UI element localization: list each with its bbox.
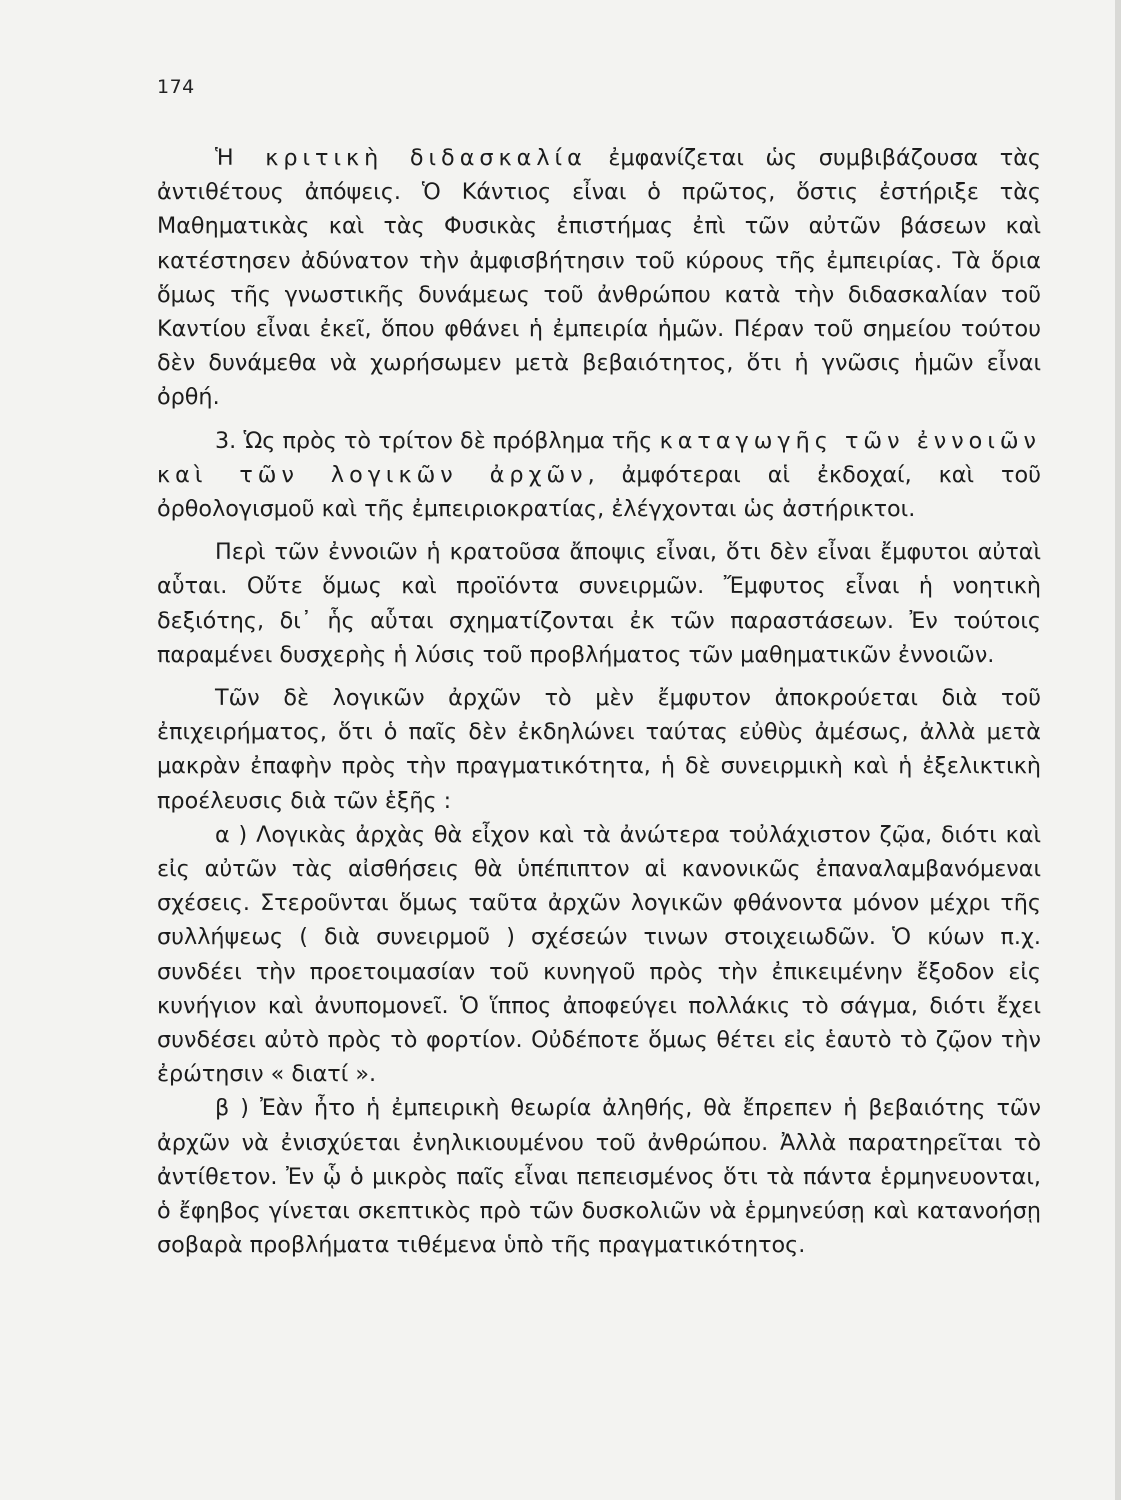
paragraph-logical-principles (157, 681, 1041, 818)
page-number: 174 (157, 76, 195, 98)
paragraph-origin-of-concepts (157, 424, 1041, 527)
text-run: α ) Λογικὰς ἀρχὰς θὰ εἶχον καὶ τὰ ἀνώτερα τοὐλάχιστον ζῷα, διότι καὶ εἰς αὐτῶν τὰς αἰσθήσεις θὰ ὑπέπιπτον αἱ κανονικῶς ἐπαναλαμβανόμεναι σχέσεις. Στεροῦνται ὅμως ταῦτα ἀρχῶν λογικῶν φθάνοντα μόνον μέχρι τῆς συλλήψεως ( διὰ συνειρμοῦ ) σχέσεών τινων στοιχειωδῶν. Ὁ κύων π.χ. συνδέει τὴν προετοιμασίαν τοῦ κυνηγοῦ πρὸς τὴν ἐπικειμένην ἔξοδον εἰς κυνήγιον καὶ ἀνυπομονεῖ. Ὁ ἵππος ἀποφεύγει πολλάκις τὸ σάγμα, διότι ἔχει συνδέσει αὐτὸ πρὸς τὸ φορτίον. Οὐδέποτε ὅμως θέτει εἰς ἑαυτὸ τὸ ζῷον τὴν ἐρώτησιν « διατί ». (157, 821, 1041, 1088)
body-text (157, 141, 1041, 1263)
text-run: β ) Ἐὰν ἦτο ἡ ἐμπειρικὴ θεωρία ἀληθής, θὰ ἔπρεπεν ἡ βεβαιότης τῶν ἀρχῶν νὰ ἐνισχύεται ἐνηλικιουμένου τοῦ ἀνθρώπου. Ἀλλὰ παρατηρεῖται τὸ ἀντίθετον. Ἐν ᾧ ὁ μικρὸς παῖς εἶναι πεπεισμένος ὅτι τὰ πάντα ἑρμηνευονται, ὁ ἔφηβος γίνεται σκεπτικὸς πρὸ τῶν δυσκολιῶν νὰ ἑρμηνεύσῃ καὶ κατανοήσῃ σοβαρὰ προβλήματα τιθέμενα ὑπὸ τῆς πραγματικότητος. (157, 1095, 1041, 1259)
text-run: Τῶν δὲ λογικῶν ἀρχῶν τὸ μὲν ἔμφυτον ἀποκρούεται διὰ τοῦ ἐπιχειρήματος, ὅτι ὁ παῖς δὲν ἐκδηλώνει ταύτας εὐθὺς ἀμέσως, ἀλλὰ μετὰ μακρὰν ἐπαφὴν πρὸς τὴν πραγματικότητα, ἡ δὲ συνειρμικὴ καὶ ἡ ἐξελικτικὴ προέλευσις διὰ τῶν ἑξῆς : (157, 685, 1041, 814)
paragraph-argument-a (157, 818, 1041, 1092)
spaced-emphasis: καταγωγῆς τῶν ἐννοιῶν καὶ τῶν λογικῶν ἀρχῶν (157, 427, 1041, 488)
paragraph-argument-b (157, 1091, 1041, 1262)
spaced-emphasis: Ἡ κριτικὴ διδασκαλία (215, 145, 587, 171)
paragraph-concepts (157, 535, 1041, 672)
text-run: , ἀμφότεραι αἱ ἐκδοχαί, καὶ τοῦ ὀρθολογισμοῦ καὶ τῆς ἐμπειριοκρατίας, ἐλέγχονται ὡς ἀστήρικτοι. (157, 461, 1041, 523)
paragraph-critical-doctrine (157, 141, 1041, 415)
text-run: ἐμφανίζεται ὡς συμβιβάζουσα τὰς ἀντιθέτους ἀπόψεις. Ὁ Κάντιος εἶναι ὁ πρῶτος, ὅστις ἐστήριξε τὰς Μαθηματικὰς καὶ τὰς Φυσικὰς ἐπιστήμας ἐπὶ τῶν αὐτῶν βάσεων καὶ κατέστησεν ἀδύνατον τὴν ἀμφισβήτησιν τοῦ κύρους τῆς ἐμπειρίας. Τὰ ὅρια ὅμως τῆς γνωστικῆς δυνάμεως τοῦ ἀνθρώπου κατὰ τὴν διδασκαλίαν τοῦ Καντίου εἶναι ἐκεῖ, ὅπου φθάνει ἡ ἐμπειρία ἡμῶν. Πέραν τοῦ σημείου τούτου δὲν δυνάμεθα νὰ χωρήσωμεν μετὰ βεβαιότητος, ὅτι ἡ γνῶσις ἡμῶν εἶναι ὀρθή. (157, 145, 1041, 411)
text-run: Περὶ τῶν ἐννοιῶν ἡ κρατοῦσα ἄποψις εἶναι, ὅτι δὲν εἶναι ἔμφυτοι αὐταὶ αὗται. Οὔτε ὅμως καὶ προϊόντα συνειρμῶν. Ἔμφυτος εἶναι ἡ νοητικὴ δεξιότης, δι᾿ ἧς αὗται σχηματίζονται ἐκ τῶν παραστάσεων. Ἐν τούτοις παραμένει δυσχερὴς ἡ λύσις τοῦ προβλήματος τῶν μαθηματικῶν ἐννοιῶν. (157, 539, 1041, 668)
text-run: 3. Ὡς πρὸς τὸ τρίτον δὲ πρόβλημα τῆς (215, 427, 660, 454)
page-edge (1115, 0, 1121, 1500)
